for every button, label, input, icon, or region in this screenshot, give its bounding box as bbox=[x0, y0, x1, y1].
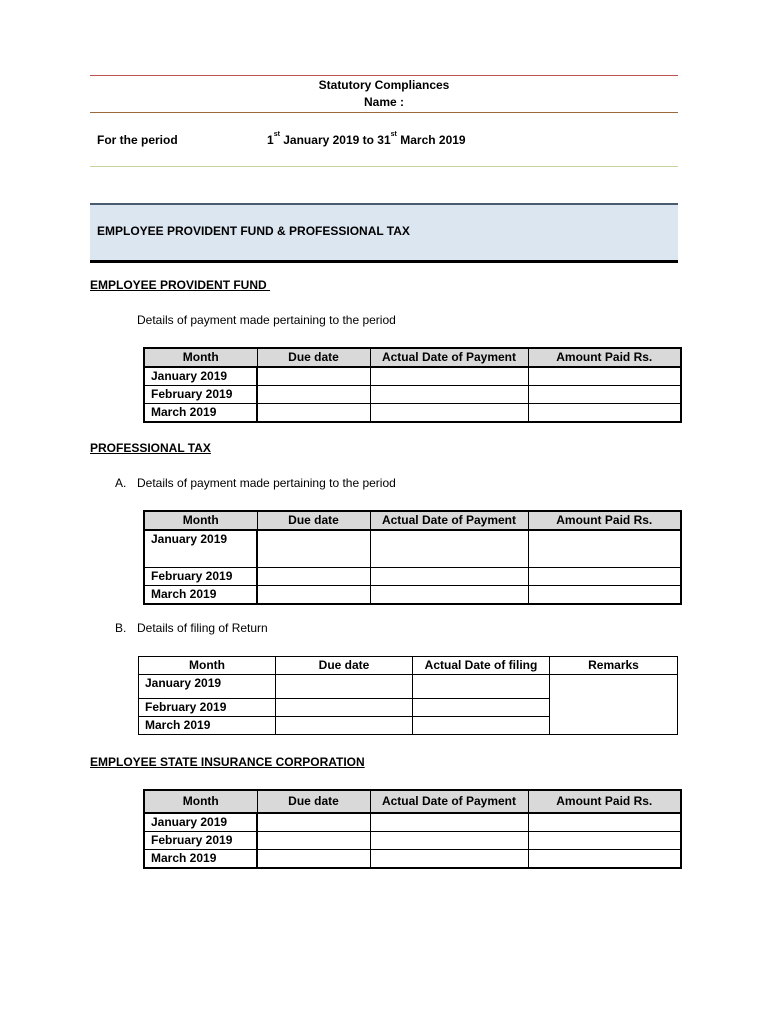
col-due-date: Due date bbox=[257, 348, 370, 367]
table-row bbox=[144, 530, 681, 568]
month-cell: February 2019 bbox=[144, 386, 257, 404]
col-actual-date: Actual Date of Payment bbox=[370, 348, 528, 367]
col-actual-date: Actual Date of Payment bbox=[370, 511, 528, 530]
month-cell: March 2019 bbox=[144, 404, 257, 423]
month-cell: January 2019 bbox=[144, 813, 257, 832]
pt-part-b-text: Details of filing of Return bbox=[137, 621, 268, 635]
actual-date-cell[interactable] bbox=[413, 717, 550, 735]
pt-payment-table bbox=[143, 510, 682, 605]
actual-date-cell[interactable] bbox=[370, 568, 528, 586]
col-remarks: Remarks bbox=[550, 657, 678, 675]
epf-subheading: Details of payment made pertaining to the period bbox=[137, 313, 396, 327]
actual-date-cell[interactable] bbox=[370, 404, 528, 423]
document-title: Statutory Compliances bbox=[318, 78, 450, 92]
col-due-date: Due date bbox=[257, 511, 370, 530]
actual-date-cell[interactable] bbox=[370, 586, 528, 605]
amount-cell[interactable] bbox=[528, 832, 681, 850]
actual-date-cell[interactable] bbox=[370, 832, 528, 850]
period-value bbox=[267, 133, 466, 147]
amount-cell[interactable] bbox=[528, 367, 681, 386]
due-date-cell[interactable] bbox=[257, 530, 370, 568]
table-header-row bbox=[139, 657, 678, 675]
due-date-cell[interactable] bbox=[257, 832, 370, 850]
month-cell: January 2019 bbox=[144, 367, 257, 386]
table-row bbox=[139, 675, 678, 699]
due-date-cell[interactable] bbox=[276, 717, 413, 735]
period-end-rest: March 2019 bbox=[396, 133, 466, 147]
table-header-row bbox=[144, 511, 681, 530]
period-end-suffix: st bbox=[390, 131, 397, 138]
due-date-cell[interactable] bbox=[257, 386, 370, 404]
due-date-cell[interactable] bbox=[257, 813, 370, 832]
table-row bbox=[144, 850, 681, 869]
amount-cell[interactable] bbox=[528, 850, 681, 869]
col-month: Month bbox=[144, 790, 257, 813]
section-heading: EMPLOYEE PROVIDENT FUND & PROFESSIONAL TAX bbox=[97, 224, 410, 238]
epf-table bbox=[143, 347, 682, 423]
pt-part-a-text: Details of payment made pertaining to the period bbox=[137, 476, 396, 490]
amount-cell[interactable] bbox=[528, 568, 681, 586]
col-actual-date: Actual Date of filing bbox=[413, 657, 550, 675]
table-row bbox=[144, 404, 681, 423]
due-date-cell[interactable] bbox=[276, 699, 413, 717]
esic-heading: EMPLOYEE STATE INSURANCE CORPORATION bbox=[90, 755, 365, 769]
table-row bbox=[144, 568, 681, 586]
table-row bbox=[144, 367, 681, 386]
actual-date-cell[interactable] bbox=[413, 675, 550, 699]
pt-heading: PROFESSIONAL TAX bbox=[90, 441, 211, 455]
section-band bbox=[90, 203, 678, 263]
amount-cell[interactable] bbox=[528, 586, 681, 605]
month-cell: January 2019 bbox=[139, 675, 276, 699]
col-amount: Amount Paid Rs. bbox=[528, 511, 681, 530]
month-cell: March 2019 bbox=[144, 586, 257, 605]
col-month: Month bbox=[144, 348, 257, 367]
pt-part-a-marker: A. bbox=[115, 476, 127, 490]
actual-date-cell[interactable] bbox=[370, 813, 528, 832]
col-amount: Amount Paid Rs. bbox=[528, 348, 681, 367]
table-row bbox=[144, 832, 681, 850]
month-cell: January 2019 bbox=[144, 530, 257, 568]
col-month: Month bbox=[139, 657, 276, 675]
period-label: For the period bbox=[97, 133, 178, 147]
col-actual-date: Actual Date of Payment bbox=[370, 790, 528, 813]
table-header-row bbox=[144, 348, 681, 367]
actual-date-cell[interactable] bbox=[370, 386, 528, 404]
remarks-cell[interactable] bbox=[550, 675, 678, 735]
table-row bbox=[144, 813, 681, 832]
actual-date-cell[interactable] bbox=[370, 850, 528, 869]
name-label: Name : bbox=[363, 95, 404, 109]
table-header-row bbox=[144, 790, 681, 813]
period-start-rest: January 2019 to 31 bbox=[279, 133, 391, 147]
amount-cell[interactable] bbox=[528, 530, 681, 568]
col-due-date: Due date bbox=[257, 790, 370, 813]
period-start-num: 1 bbox=[267, 133, 274, 147]
due-date-cell[interactable] bbox=[257, 586, 370, 605]
amount-cell[interactable] bbox=[528, 386, 681, 404]
col-due-date: Due date bbox=[276, 657, 413, 675]
col-month: Month bbox=[144, 511, 257, 530]
amount-cell[interactable] bbox=[528, 404, 681, 423]
month-cell: February 2019 bbox=[139, 699, 276, 717]
header-rule-bottom bbox=[90, 166, 678, 167]
due-date-cell[interactable] bbox=[257, 568, 370, 586]
actual-date-cell[interactable] bbox=[413, 699, 550, 717]
due-date-cell[interactable] bbox=[257, 404, 370, 423]
actual-date-cell[interactable] bbox=[370, 530, 528, 568]
month-cell: March 2019 bbox=[139, 717, 276, 735]
period-start-suffix: st bbox=[273, 131, 280, 138]
header-rule-mid bbox=[90, 112, 678, 113]
epf-heading: EMPLOYEE PROVIDENT FUND bbox=[90, 278, 271, 292]
due-date-cell[interactable] bbox=[257, 850, 370, 869]
pt-part-b-marker: B. bbox=[115, 621, 127, 635]
due-date-cell[interactable] bbox=[276, 675, 413, 699]
header-rule-top bbox=[90, 75, 678, 76]
pt-filing-table bbox=[138, 656, 678, 735]
esic-table bbox=[143, 789, 682, 869]
col-amount: Amount Paid Rs. bbox=[528, 790, 681, 813]
due-date-cell[interactable] bbox=[257, 367, 370, 386]
month-cell: March 2019 bbox=[144, 850, 257, 869]
month-cell: February 2019 bbox=[144, 568, 257, 586]
table-row bbox=[144, 586, 681, 605]
month-cell: February 2019 bbox=[144, 832, 257, 850]
actual-date-cell[interactable] bbox=[370, 367, 528, 386]
amount-cell[interactable] bbox=[528, 813, 681, 832]
table-row bbox=[144, 386, 681, 404]
